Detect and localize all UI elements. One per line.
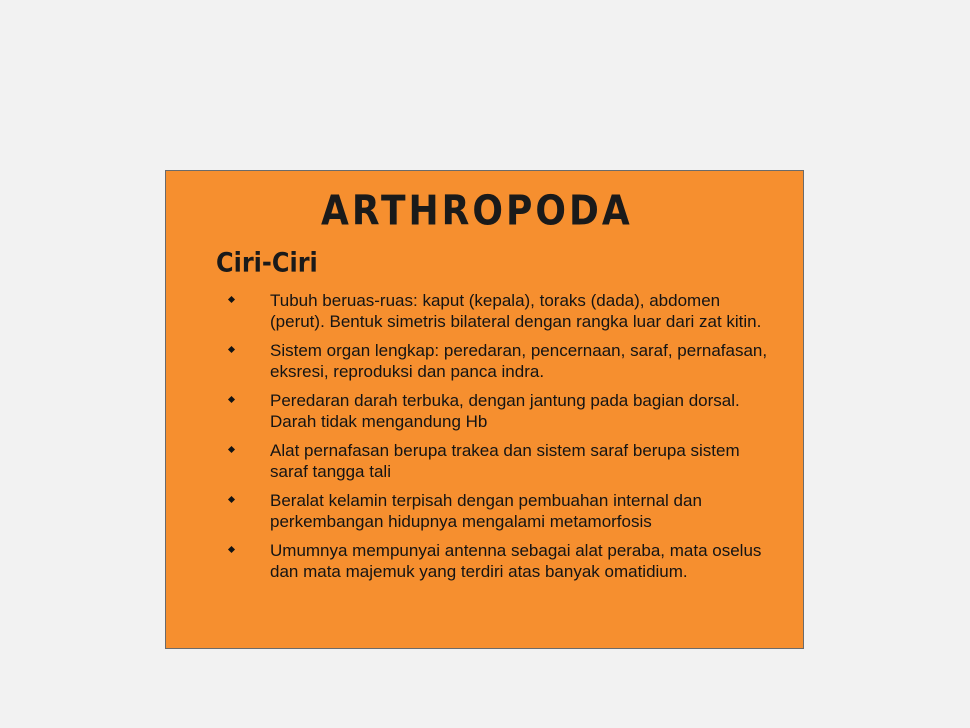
bullet-item — [228, 340, 768, 382]
bullet-icon — [228, 446, 235, 453]
slide-subtitle: Ciri-Ciri — [216, 246, 318, 279]
bullet-icon — [228, 496, 235, 503]
bullet-text: Umumnya mempunyai antenna sebagai alat peraba, mata oselus dan mata majemuk yang terdiri atas banyak omatidium. — [270, 541, 762, 581]
bullet-item — [228, 490, 768, 532]
slide-title: ARTHROPODA — [321, 187, 633, 235]
bullet-text: Sistem organ lengkap: peredaran, pencernaan, saraf, pernafasan, eksresi, reproduksi dan panca indra. — [270, 341, 768, 381]
bullet-text: Tubuh beruas-ruas: kaput (kepala), toraks (dada), abdomen (perut). Bentuk simetris bilateral dengan rangka luar dari zat kitin. — [270, 291, 762, 331]
bullet-text: Peredaran darah terbuka, dengan jantung pada bagian dorsal. Darah tidak mengandung Hb — [270, 391, 740, 431]
bullet-item — [228, 390, 768, 432]
slide — [165, 170, 804, 649]
bullet-icon — [228, 396, 235, 403]
bullet-text: Beralat kelamin terpisah dengan pembuahan internal dan perkembangan hidupnya mengalami metamorfosis — [270, 491, 702, 531]
bullet-item — [228, 290, 768, 332]
bullet-icon — [228, 296, 235, 303]
bullet-icon — [228, 346, 235, 353]
bullet-icon — [228, 546, 235, 553]
bullet-text: Alat pernafasan berupa trakea dan sistem saraf berupa sistem saraf tangga tali — [270, 441, 740, 481]
bullet-item — [228, 440, 768, 482]
bullet-item — [228, 540, 768, 582]
bullet-list — [228, 290, 768, 590]
